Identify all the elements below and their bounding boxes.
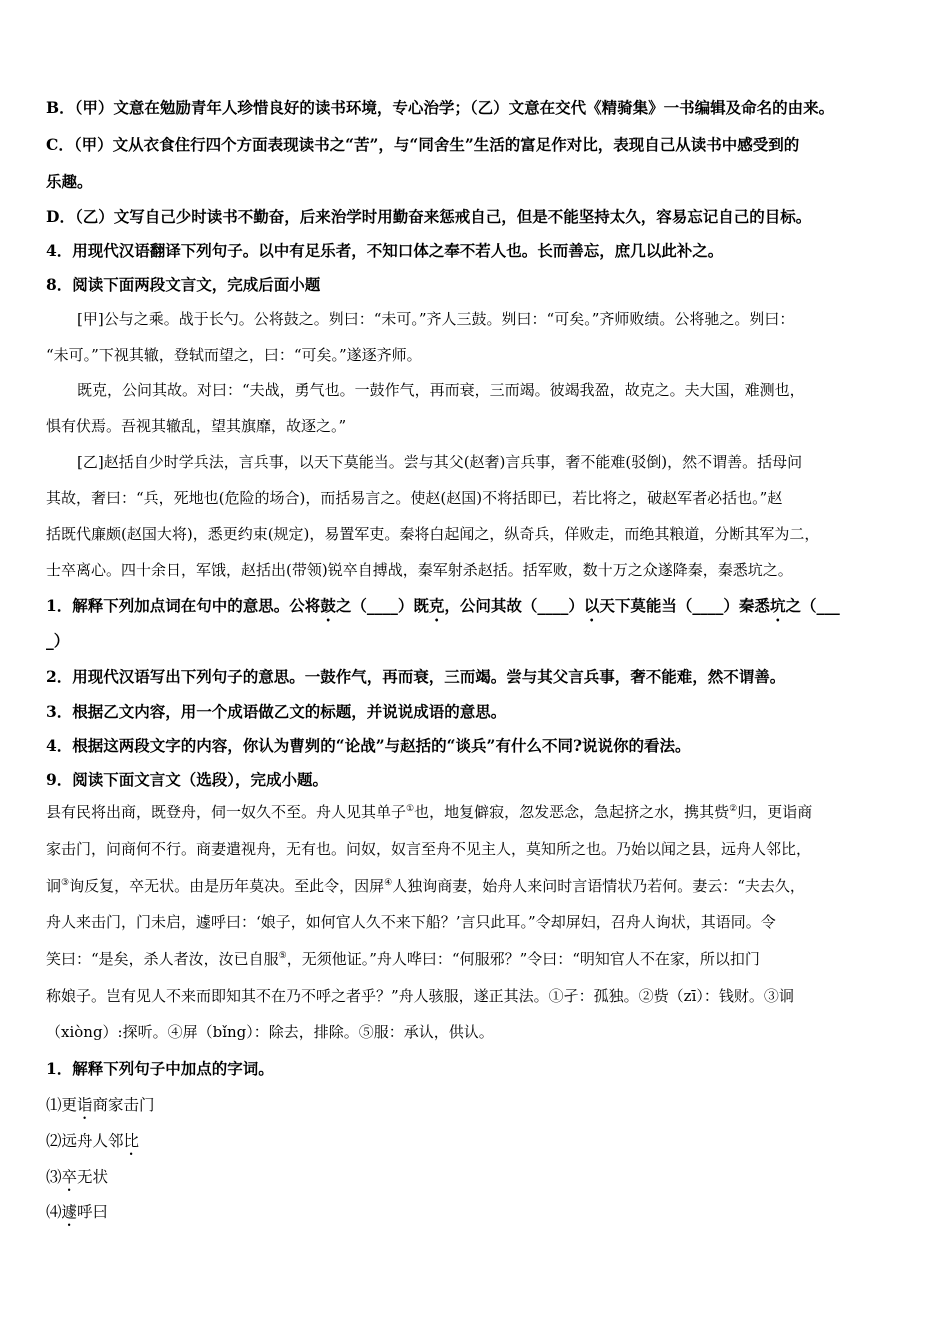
question-8-heading: 8．阅读下面两段文言文，完成后面小题 — [46, 275, 321, 294]
question-4: 4．根据这两段文字的内容，你认为曹刿的“论战”与赵括的“谈兵”有什么不同?说说你的看法。 — [46, 736, 691, 755]
passage-9-line-6: 称娘子。岂有见人不来而即知其不在乃不呼之者乎？”舟人骇服，遂正其法。①孑：孤独。②赀（zī）：钱财。③诇 — [46, 987, 794, 1005]
option-c-cont: 乐趣。 — [46, 172, 93, 191]
passage-yi-line-3: 括既代廉颇(赵国大将)，悉更约束(规定)，易置军吏。秦将白起闻之，纵奇兵，佯败走，而绝其粮道，分断其军为二， — [46, 525, 820, 543]
passage-yi-line-2: 其故，奢曰：“兵，死地也(危险的场合)，而括易言之。使赵(赵国)不将括即已，若比将之，破赵军者必括也。”赵 — [46, 489, 783, 507]
question-4-translate: 4．用现代汉语翻译下列句子。以中有足乐者，不知口体之奉不若人也。长而善忘，庶几以此补之。 — [46, 241, 724, 260]
passage-9-line-5: 笑曰：“是矣，杀人者汝，汝已自服⑤，无须他证。”舟人哗曰：“何服邪？”令曰：“明知官人不在家，所以扣门 — [46, 950, 760, 968]
option-b: B．（甲）文意在勉励青年人珍惜良好的读书环境，专心治学；（乙）文意在交代《精骑集》一书编辑及命名的由来。 — [46, 98, 835, 117]
passage-9-line-4: 舟人来击门，门未启，遽呼曰：‘娘子，如何官人久不来下船？’言只此耳。”令却屏妇，召舟人询状，其语同。令 — [46, 913, 776, 931]
passage-yi-line-1: [乙]赵括自少时学兵法，言兵事，以天下莫能当。尝与其父(赵奢)言兵事，奢不能难(驳倒)，然不谓善。括母问 — [77, 453, 803, 471]
list-item: ⑴更诣商家击门 — [46, 1096, 155, 1114]
list-item: ⑵远舟人邻比 — [46, 1132, 140, 1150]
question-1-explain: 1．解释下列加点词在句中的意思。公将鼓之（____）既克，公问其故（____）以天下莫能当（____）秦悉坑之（___ — [46, 596, 840, 615]
passage-yi-line-4: 士卒离心。四十余日，军饿，赵括出(带领)锐卒自搏战，秦军射杀赵括。括军败，数十万之众遂降秦，秦悉坑之。 — [46, 561, 793, 579]
question-1-cont: _） — [46, 631, 70, 650]
passage-jia-line-2: “未可。”下视其辙，登轼而望之，曰：“可矣。”遂逐齐师。 — [46, 346, 422, 364]
passage-jia-line-4: 惧有伏焉。吾视其辙乱，望其旗靡，故逐之。” — [46, 417, 347, 435]
option-c: C．（甲）文从衣食住行四个方面表现读书之“苦”，与“同舍生”生活的富足作对比，表现自己从读书中感受到的 — [46, 135, 800, 154]
question-9-heading: 9．阅读下面文言文（选段），完成小题。 — [46, 770, 329, 789]
passage-jia-line-3: 既克，公问其故。对曰：“夫战，勇气也。一鼓作气，再而衰，三而竭。彼竭我盈，故克之。夫大国，难测也， — [77, 381, 805, 399]
question-9-1: 1．解释下列句子中加点的字词。 — [46, 1059, 274, 1078]
list-item: ⑶卒无状 — [46, 1168, 109, 1186]
question-2: 2．用现代汉语写出下列句子的意思。一鼓作气，再而衰，三而竭。尝与其父言兵事，奢不能难，然不谓善。 — [46, 667, 786, 686]
list-item: ⑷遽呼曰 — [46, 1203, 109, 1221]
option-d: D．（乙）文写自己少时读书不勤奋，后来治学时用勤奋来惩戒自己，但是不能坚持太久，容易忘记自己的目标。 — [46, 207, 812, 226]
passage-9-line-1: 县有民将出商，既登舟，伺一奴久不至。舟人见其单子①也，地复僻寂，忽发恶念，急起挤之水，携其赀②归，更诣商 — [46, 803, 813, 821]
question-3: 3．根据乙文内容，用一个成语做乙文的标题，并说说成语的意思。 — [46, 702, 507, 721]
passage-jia-line-1: [甲]公与之乘。战于长勺。公将鼓之。刿曰：“未可。”齐人三鼓。刿曰：“可矣。”齐师败绩。公将驰之。刿曰： — [77, 310, 795, 328]
passage-9-line-2: 家击门，问商何不行。商妻遣视舟，无有也。问奴，奴言至舟不见主人，莫知所之也。乃始以闻之县，远舟人邻比， — [46, 840, 812, 858]
passage-9-footnotes: （xiòng）:探听。④屏（bǐng）：除去，排除。⑤服：承认，供认。 — [46, 1023, 494, 1041]
passage-9-line-3: 诇③询反复，卒无状。由是历年莫决。至此令，因屏④人独询商妻，始舟人来问时言语情状乃若何。妻云：“夫去久， — [46, 877, 805, 895]
